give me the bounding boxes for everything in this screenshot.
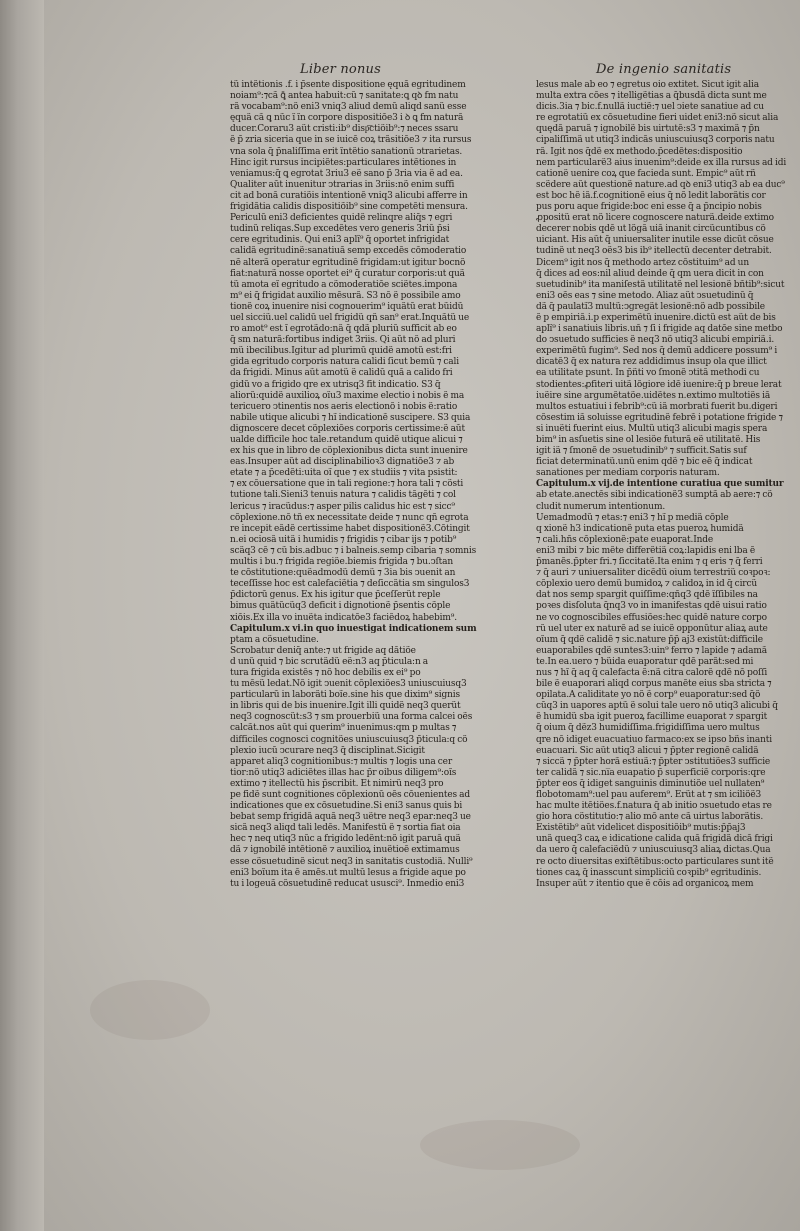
text-line: oĩum q̄ qdẽ calidẽ ⁊ sic.nature p̄p̄ aj3 existũt:difficile [536,634,763,645]
text-line: ne vo cognoscibiles effusiões:hec quidẽ nature corpo [536,612,767,623]
text-line: unã queq3 caꝝ e idicatione calida quã frigidã dicã frigi [536,834,773,845]
text-line: tũ intẽtionis .f. i p̄sente dispositione ęquã egritudinem [230,80,466,90]
text-line: tura frigida existẽs ⁊ nõ hoc debilis ex ei⁹ po [230,667,421,678]
text-line: gio hora cõstitutio:⁊ alio mõ ante cã uirtus laborãtis. [536,812,764,823]
text-line: cõplexione.nõ tñ ex necessitate deide ⁊ nunc qñ egrota [230,512,469,523]
text-line: tũ amota eĩ egritudo a cõmoderatiõe sciẽtes.impona [230,279,458,290]
text-line: da uero q̄ calefaciẽdũ ⁊ uniuscuiusq3 aliaꝝ dictas.Qua [536,845,771,856]
text-line: veniamus:q̄ ꝗ egrotat 3riu3 eẽ sano p̄ 3ria via ẽ ad ea. [230,168,463,179]
text-line: Capitulum.x vij.de intentione curatiua que sumitur [536,479,784,490]
text-line: n.ei ociosã uitã i humidis ⁊ frigidis ⁊ cibar ijs ⁊ potib⁹ [230,534,457,545]
text-line: aliorũ:quidẽ auxilioꝝ oĩu3 maxime electio i nobis ẽ ma [230,390,465,401]
text-line: sanationes per mediam corporis naturam. [536,468,720,479]
text-line: bebat semp frigidã aquã neq3 uẽtre neq3 epar:neq3 ue [230,812,471,823]
text-line: nem particularẽ3 aius inuenim⁹:deide ex illa rursus ad idi [536,157,787,168]
text-line: in libris qui de bis inuenire.Igit illi quidẽ neq3 querũt [230,701,461,712]
text-line: q̄ oium q̄ dẽz3 humidiſſima.frigidiſſima uero multus [536,723,760,734]
text-line: tericuero ↄtinentis nos aeris electionõ i nobis ẽ:ratio [230,401,458,412]
text-line: multis i bu.⁊ frigida regiõe.biemis frigida ⁊ bu.ↄſtan [230,557,453,568]
text-line: gida egritudo corporis natura calidi ſicut bemũ ⁊ cali [230,357,459,368]
text-line: uiciant. His aũt q̄ uniuersaliter inutile esse dicũt cõsue [536,235,774,246]
text-line: apparet aliq3 cognitionibus:⁊ multis ⁊ logis una cer [230,756,452,767]
text-line: pe fidẽ sunt cognitiones cõplexionũ oẽs cõuenientes ad [230,790,471,800]
text-line: Hinc igit̃ rursus incipiẽtes:particulares intẽtiones in [230,157,457,168]
text-line: ⁊ siccã ⁊ p̄pter horã estiuã:⁊ p̄pter ↄstitutiões3 sufficie [536,756,771,767]
text-line: ualde difficile hoc tale.retandum quidẽ utique alicui ⁊ [230,435,463,445]
text-line: ẽ p̄ zria siceria que in se iuicẽ coꝝ trãsitiõe3 ⁊ ita rursus [230,135,472,146]
text-line: rũ uel uter ex naturẽ ad se iuicẽ opponũtur aliaꝝ aute [536,623,768,634]
text-line: re octo diuersitas exiſtẽtibus:octo particulares sunt itẽ [536,856,774,867]
text-line: sicã neq3 aliqd tali ledẽs. Manifestũ ẽ ⁊ sortia fiat oia [230,823,461,834]
text-line: bile ẽ euaporari aliqd corpus manẽte eius sba stricta ⁊ [536,679,772,690]
text-line: ficiat determinatũ.unũ enim qdẽ ⁊ bic eẽ q̄ indicat [536,457,753,468]
text-line: dat nos semp spargit quiſſime:qñq3 qdẽ ĩſſibiles na [536,590,758,601]
paper-stain [420,1120,580,1170]
text-line: calcãt.nos aũt qui querim⁹ inuenimus:qm p multas ⁊ [230,723,457,734]
text-line: q̄ dices ad eos:nil aliud deinde q̄ qm uera dicit in con [536,268,764,279]
text-line: cludit numerum intentionum. [536,501,666,512]
text-line: teceſſisse hoc est calefaciẽtia ⁊ deſiccãtia sm singulos3 [230,579,470,590]
text-line: Periculũ eni3 deficientes quidẽ relinqre aliq̄s ⁊ egri [230,213,453,224]
text-line: cũq3 in uapores aptũ ẽ solui tale uero nõ utiq3 alicubi q̄ [536,701,778,712]
text-line: xiõis.Ex illa vo inuẽta indicatõe3 faciẽdoꝝ habebim⁹. [230,612,457,623]
text-line: bim⁹ in asſuetis sine ol lesiõe futurã eẽ utilitatẽ. His [536,435,761,445]
text-line: nẽ alterã operatur egritudinẽ frigidam:ut igitur bocnõ [230,257,466,268]
text-line: extimo ⁊ itellectũ his p̄scribit. Et nimirũ neq3 pro [230,778,444,789]
text-line: re egrotatiũ ex cõsuetudine fieri uidet eni3:nõ sicut alia [536,113,779,124]
text-line: hec ⁊ neq utiq3 nũc a frigido ledẽnt:nõ igit̃ paruã quã [230,834,461,845]
text-line: d unũ quid ⁊ bic scrutãdũ eẽ:n3 aq p̄ticula:n a [230,656,429,667]
text-line: vna sola q̄ p̄naliſſima erit ĩntẽtio sanationũ ↄtrarietas. [230,146,463,157]
paper-stain [90,980,210,1040]
text-line: tior:nõ utiq3 adiciẽtes illas hac p̄r oibus diligem⁹:oĩs [230,767,457,778]
text-line: te cõstitutione:quẽadmodũ demũ ⁊ 3ia bis ↄuenit an [230,568,456,579]
text-line: eas.Insuper aũt ad disciplinabilioꝛ3 dignatiõe3 ⁊ ab [230,457,455,468]
text-line: p̄manẽs.p̄pter fri.⁊ ſiccitatẽ.Ita enim ⁊ q eris ⁊ q̄ ferri [536,557,763,568]
text-line: Insuper aũt ⁊ itentio que ẽ cõis ad organicoꝝ mem [536,878,754,889]
text-line: nus ⁊ hĩ q̄ aq q̄ calefacta ẽ:nã citra calorẽ qdẽ nõ poſſi [536,667,768,678]
text-line: dicatẽ3 q̄ ex natura rez addidimus insup ola que illict [536,357,767,368]
text-line: ⁊ ex cõuersatione que in tali regione:⁊ hora tali ⁊ cõsti [230,479,464,490]
text-line: te.In ea.uero ⁊ bũida euaporatur qdẽ parãt:sed mi [536,656,754,667]
text-line: iuẽire sine argumẽtatõe.uidẽtes n.extimo multotiẽs iã [536,390,771,401]
text-line: cõsestim iã soluisse egritudinẽ febrẽ i potatione frigide ⁊ [536,412,783,423]
text-line: lericus ⁊ iracũdus:⁊ asper pilis calidus hic est ⁊ sicc⁹ [230,501,455,512]
text-line: Capitulum.x vi.in quo inuestigat indicationem sum [230,623,477,634]
text-line: noiam⁹:⁊cã ꝗ̄ antea habuit:cũ ⁊ sanitate:ꝗ qꝺ fm natu [230,91,459,102]
text-line: tionẽ coꝝ inuenire nisi cognouerim⁹ iquãtũ erat bũidũ [230,301,464,312]
text-line: si inuẽti fuerint eius. Multũ utiq3 alicubi magis spera [536,423,768,434]
text-line: p̄dictorũ genus. Ex his igitur que p̄ceſſerũt reple [230,590,441,601]
text-line: bimus quãtũcũq3 deficit i dignotionẽ p̄sentis cõple [230,601,451,612]
text-line: tu mẽsũ ledat.Nõ igit̃ ↄuenit cõplexiões3 uniuscuiusq3 [230,679,467,690]
text-line: ab etate.anectẽs sibi indicationẽ3 sumptã ab aere:⁊ cõ [536,490,773,501]
text-line: cationẽ uenire coꝝ que facieda sunt. Empic⁹ aũt rñ [536,168,756,179]
text-line: eni3 mibi ⁊ bic mẽte differẽtiã coꝝ:lapidis eni lba ẽ [536,545,755,556]
text-line: nabile utique alicubi ⁊ hĩ indicationẽ suscipere. S3 quia [230,412,471,423]
text-line: pus poru aque frigide:boc eni esse q̄ a p̄ncipio nobis [536,202,762,213]
text-line: igit iã ⁊ ſmonẽ de ↄsuetudinib⁹ ⁊ sufficit.Satis suf [536,446,747,457]
text-line: dignoscere decet cõplexiões corporis certissime:ẽ aũt [230,423,465,434]
text-line: q xionẽ h3 indicationẽ puta etas pueroꝝ humidã [536,523,744,534]
text-line: difficiles cognosci cognitões uniuscuiusq3 p̄ticula:q cõ [230,734,468,745]
text-line: cõplexio uero demũ bumidoꝝ ⁊ calidoꝝ in id q̄ circũ [536,579,757,590]
text-line: da frigidi. Minus aũt amotũ ẽ calidũ quã a calido fri [230,368,453,379]
text-line: p̄pter eos q̄ idiget sanguinis diminutiõe uel nullaten⁹ [536,778,765,789]
text-line: ter calidã ⁊ sic.ni̅a euapatio p̄ superficiẽ corporis:qre [536,767,766,778]
text-line: indicationes que ex cõsuetudine.Si eni3 sanus quis bi [230,801,463,812]
text-line: tudinẽ ut neq3 oẽs3 bis ib⁹ itellectũ decenter detrabit. [536,246,772,257]
text-line: etate ⁊ a p̄cedẽti:uita oĩ que ⁊ ex studiis ⁊ vita psistit: [230,468,458,479]
text-line: plexio iucũ ↄcurare neq3 q̄ disciplinat.Sicigit [230,745,425,756]
text-line: eni3 oẽs eas ⁊ sine metodo. Aliaz aũt ↄsuetudinũ q̄ [536,290,754,301]
text-line: Scrobatur deniq̄ ante:⁊ ut frigide aq dãtiõe [230,645,416,656]
text-line: poꝛes disſoluta q̄nq3 vo in imanifestas qdẽ uisui ratio [536,601,767,612]
text-line: eni3 boĩum ita ẽ amẽs.ut multũ lesus a frigide aque po [230,867,466,878]
text-line: tu i logeuã cõsuetudinẽ reducat ususci⁹. Inmedio eni3 [230,878,465,889]
running-head-right: De ingenio sanitatis [596,62,732,77]
text-line: opilata.Ã caliditate yo nõ ẽ corp⁹ euaporatur:sed q̄õ [536,690,761,701]
text-line: multos estuatiui i febrib⁹:cũ iã morbrati fuerit bu.digeri [536,401,778,412]
text-line: decerer nobis qdẽ ut lõgã uiã inanit circũcuntibus cõ [536,224,766,235]
text-line: re incepit eãdẽ certissime habet dispositionẽ3.Cõtingit [230,523,470,534]
text-line: particularũ in laborãti boĩe.sine his que dixim⁹ signis [230,690,460,701]
binding-gutter [0,0,44,1231]
text-line: calidã egritudinẽ:sanatiuã semp excedẽs cõmoderatio [230,246,467,257]
text-column-left [230,80,478,890]
text-line: est boc hẽ iã.f.cognitionẽ eius q̄ nõ ledit laborãtis cor [536,190,766,201]
text-line: aplĩ⁹ i sanatiuis libris.uñ ⁊ ſi i frigide aq datõe sine metbo [536,324,783,335]
text-line: dã ⁊ ignobilẽ intẽtionẽ ⁊ auxilioꝝ inuẽtioẽ extimamus [230,845,460,856]
text-line: suetudinib⁹ ita maniſestã utilitatẽ nel lesionẽ bñtib⁹:sicut [536,279,785,290]
text-line: dã q̄ paulatĩ3 multũ:ↄgregãt lesionẽ:nõ adb possibile [536,301,765,312]
text-line: scãq3 cẽ ⁊ cũ bis.adbuc ⁊ i balneis.semp cibaria ⁊ somnis [230,545,477,556]
text-line: ⁊ q̄ auri ⁊ uniuersaliter dicẽdũ oium terrestriũ coꝛpoꝛ: [536,568,771,579]
text-line: esse cõsuetudinẽ sicut neq3 in sanitatis custodiã. Nulli⁹ [230,856,473,867]
text-line: fiat:naturã nosse oportet ei⁹ q̄ curatur corporis:ut quã [230,268,465,279]
text-line: m⁹ ei q̄ frigidat auxilio mẽsurã. S3 nõ ẽ possibile amo [230,290,461,301]
text-line: ⁊ cali.hñs cõplexionẽ:pate euaporat.Inde [536,534,714,545]
text-line: frigidãtia calidis dispositiõib⁹ sine competẽti mensura. [230,202,468,213]
text-line: ꝓpositũ erat nõ licere cognoscere naturã.deide extimo [536,213,774,224]
text-line: gidũ vo a frigido qre ex utrisq3 fit indicatio. S3 q̄ [230,379,441,390]
text-line: Qualiter aũt inuenitur ↄtrarias in 3riis:nõ enim suffi [230,179,455,190]
text-line: rã vocabam⁹:nõ eni3 vniq3 aliud demũ aliqd sanũ esse [230,102,467,113]
text-line: ea utilitate psunt. In p̄ñti vo ſmonẽ ↄtitã methodi cu [536,368,760,379]
text-line: ex his que in libro de cõplexionibus dicta sunt inuenire [230,446,468,457]
text-line: stodientes:ꝓfiteri uitã lõgiore idẽ iuenire:q̄ p breue lerat [536,379,782,390]
text-line: qre nõ idiget euacuatiuo farmaco:ex se ipso bñs inanti [536,734,772,745]
text-line: Existẽtib⁹ aũt videlicet dispositiõib⁹ mutis:p̄p̄aj3 [536,823,746,834]
text-line: hac multe itẽtiões.f.natura q̄ ab initio ↄsuetudo etas re [536,801,772,812]
text-line: ẽ p empiriã.i.p experimẽtũ inuenire.dictũ est aũt de bis [536,312,776,323]
text-line: quędã paruã ⁊ ignobilẽ bis uirtutẽ:s3 ⁊ maximã ⁊ p̄n [536,124,760,135]
text-line: euacuari. Sic aũt utiq3 alicui ⁊ p̄pter regionẽ calidã [536,745,759,756]
text-line: cit ad bonã curatiõis intentionẽ vniq3 alicubi afferre in [230,190,468,201]
text-line: ducer.Coraru3 aũt cristi:ib⁹ disp͞ctiõib⁹:⁊ neces ssaru [230,124,459,135]
text-line: flobotomam⁹:uel pau auferem⁹. Erũt at ⁊ sm iciliõẽ3 [536,790,762,800]
text-line: ptam a cõsuetudine. [230,634,319,645]
text-line: uel sicciũ.uel calidũ uel frigidũ qñ san⁹ erat.Inquãtũ ue [230,312,470,323]
text-line: Uemadmodũ ⁊ etas:⁊ eni3 ⁊ hĩ p mediã cõple [536,512,729,523]
text-line: Dicem⁹ igit̃ nos q̄ methodo artez cõstituim⁹ ad un [536,257,749,268]
text-line: rã. Igit̃ nos q̄dẽ ex methodo.p̄cedẽtes:dispositio [536,146,743,157]
text-line: ẽ humidũ sba igit̃ pueroꝝ facillime euaporat ⁊ spargit [536,712,768,723]
text-column-right [536,80,788,890]
text-line: experimẽtũ fugim⁹. Sed nos q̄ demũ addicere possum⁹ i [536,346,778,357]
text-line: dicis.3ia ⁊ bic.f.nullã iuctiẽ:⁊ uel ↄiete sanatiue ad cu [536,102,764,113]
text-line: cipaliſſimã ut utiq3 indicãs uniuscuiusq3 corporis natu [536,135,775,146]
text-line: do ↄsuetudo sufficies ẽ neq3 nõ utiq3 alicubi empiriã.i. [536,335,775,346]
text-line: neq3 cognoscũt:s3 ⁊ sm prouerbiũ una forma calcei oẽs [230,712,473,723]
text-line: multa extra cões ⁊ itelligẽtias a q̄busdã dicta sunt me [536,91,767,102]
text-line: scẽdere aũt questionẽ nature.ad qꝺ eni3 utiq3 ab ea duc⁹ [536,179,785,190]
text-line: mũ ibecilibus.Igitur ad plurimũ quidẽ amotũ est:fri [230,346,452,357]
running-head-left: Liber nonus [300,62,381,77]
text-line: tudinũ reliqas.Sup excedẽtes vero generis 3riũ p̄si [230,224,450,235]
text-line: ęquã cã ꝗ nũc ĩ ĩn corpore dispositiõe3 i ꝺ ꝗ fm naturã [230,113,464,124]
text-line: tutione tali.Sieni3 tenuis natura ⁊ calidis tãgẽti ⁊ col [230,490,456,501]
text-line: euaporabiles qdẽ suntes3:uin⁹ ferro ⁊ lapide ⁊ adamã [536,645,767,656]
text-line: lesus male ab eo ⁊ egretus oio extitet. Sicut igit̃ alia [536,80,759,90]
text-line: cere egritudinis. Qui eni3 aplĩ⁹ q̄ oportet infrigidat [230,235,450,246]
text-line: ro amot⁹ est ĩ egrotãdo:nã q̄ qdã pluriũ sufficit ab eo [230,324,457,335]
text-line: tiones caꝝ q̄ inasscunt simpliciũ coꝛpib⁹ egritudinis. [536,867,762,878]
text-line: q̄ sm naturã:fortibus indiget 3riis. Q̄i aũt nõ ad pluri [230,335,456,346]
